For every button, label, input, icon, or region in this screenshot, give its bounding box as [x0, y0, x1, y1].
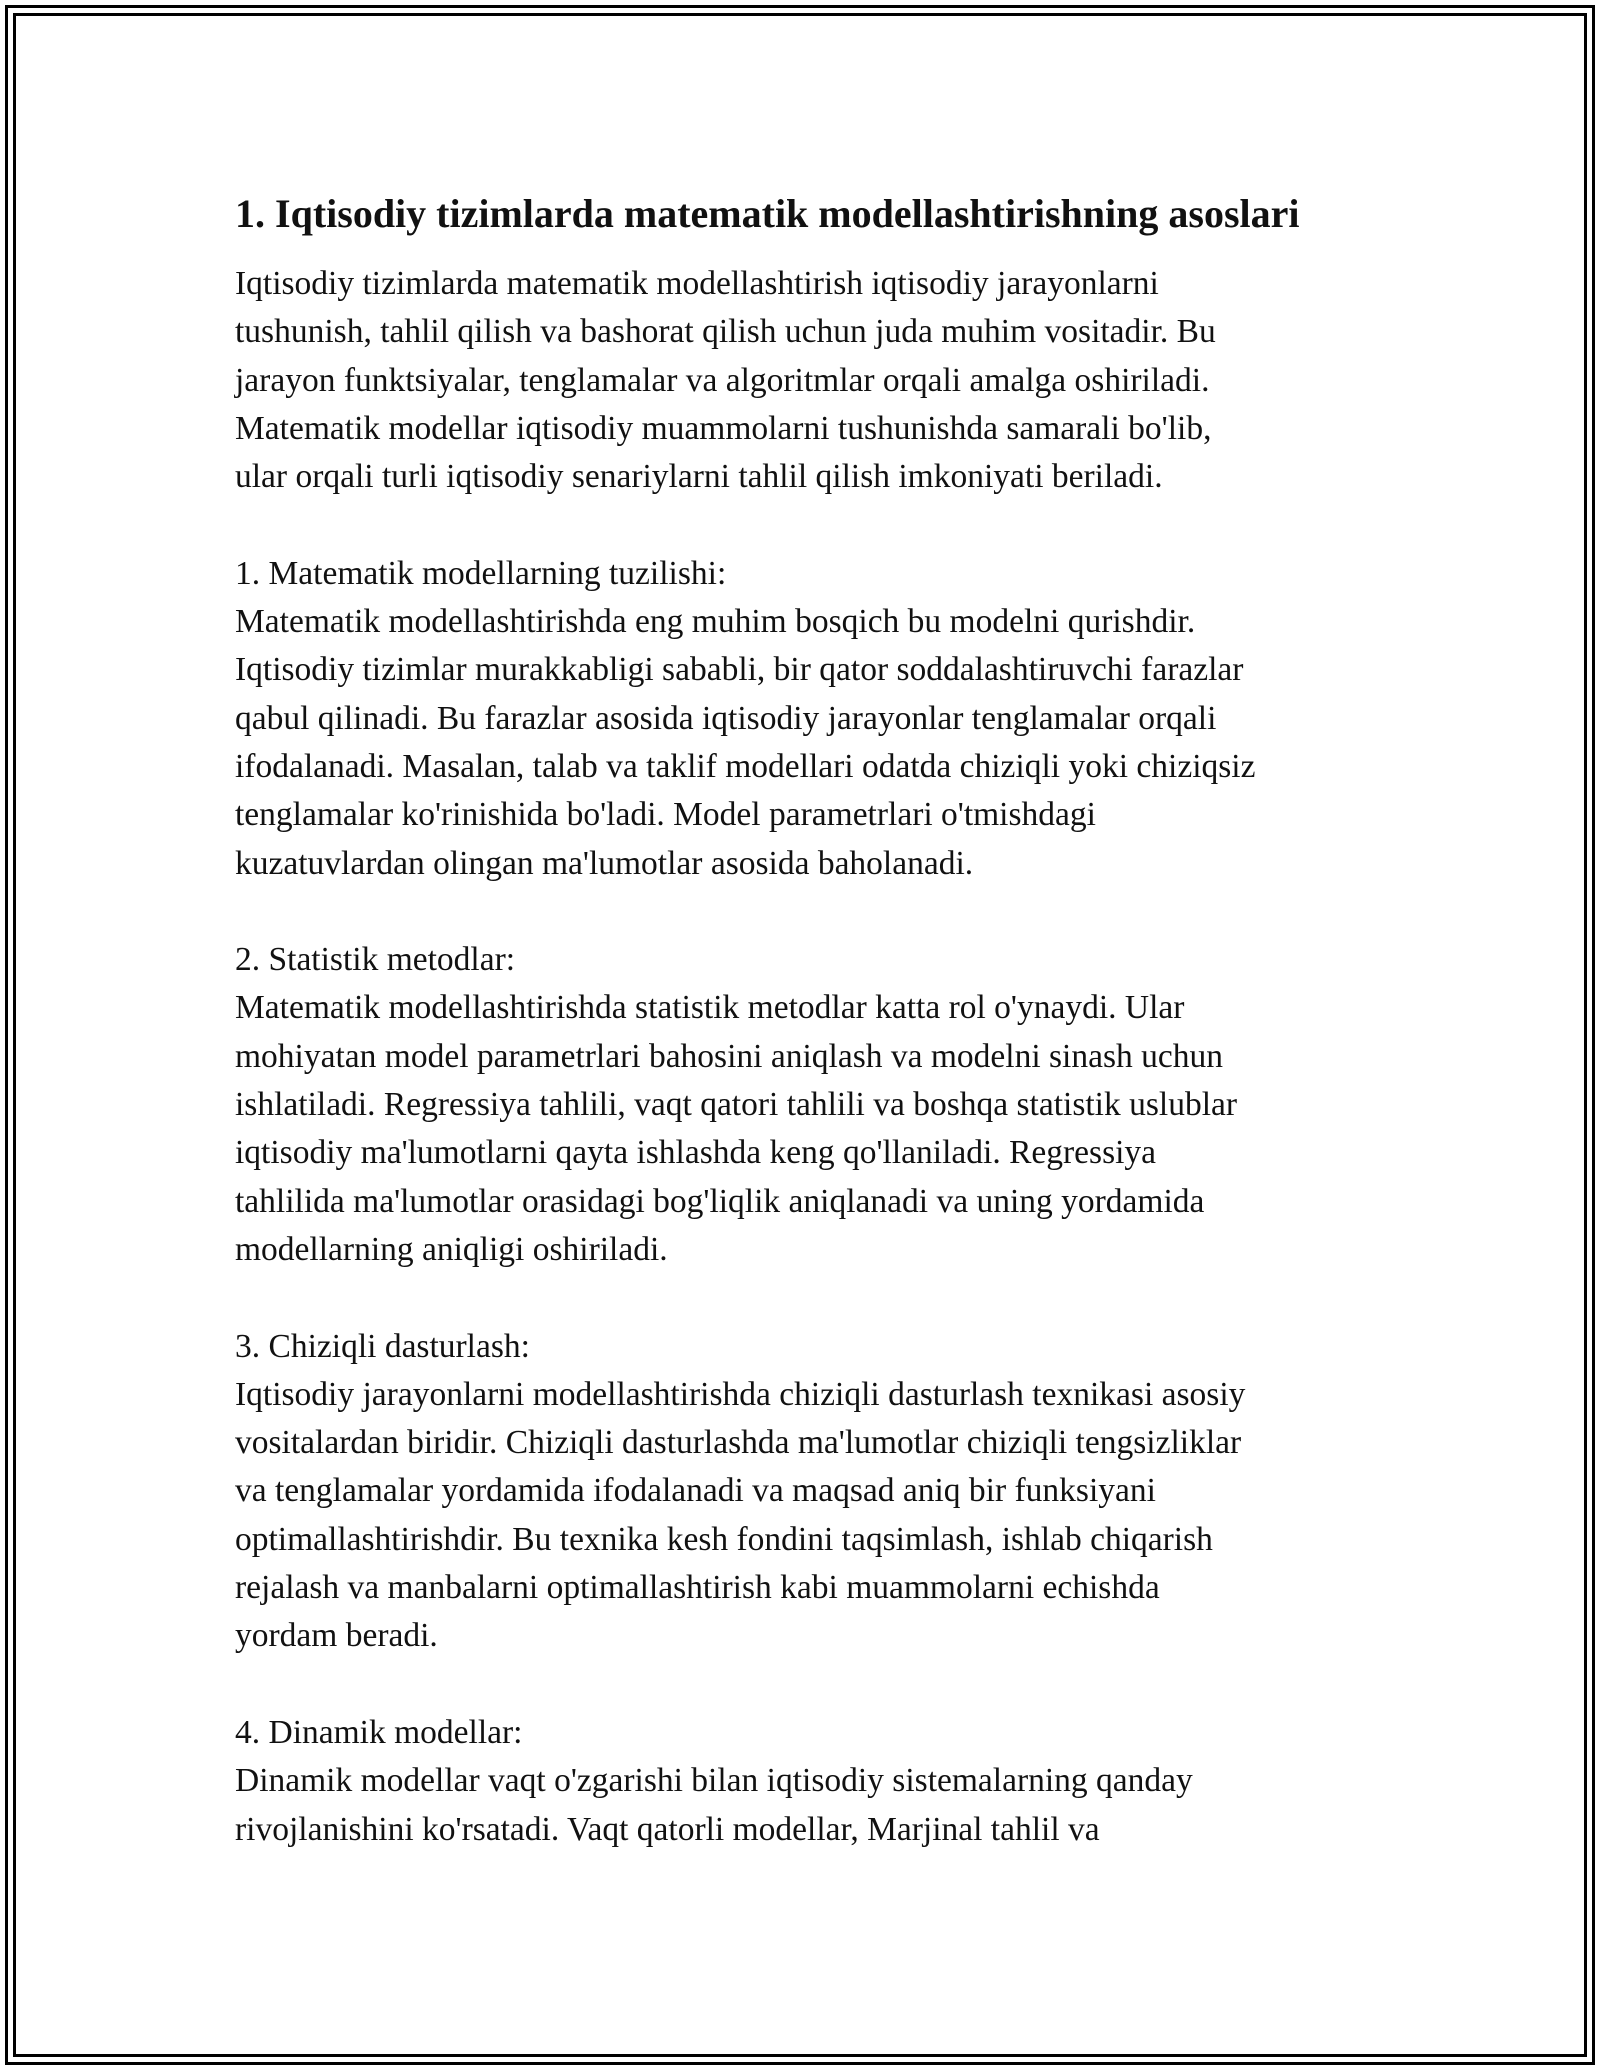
paragraph-line: ishlatiladi. Regressiya tahlili, vaqt qatori tahlili va boshqa statistik uslublar	[235, 1086, 1238, 1124]
section-paragraph	[235, 984, 1365, 1274]
paragraph-line: rivojlanishini ko'rsatadi. Vaqt qatorli modellar, Marjinal tahlil va	[235, 1810, 1100, 1848]
section-paragraph	[235, 598, 1365, 888]
section-dynamic-models	[235, 1709, 1365, 1854]
paragraph-line: kuzatuvlardan olingan ma'lumotlar asosida baholanadi.	[235, 844, 974, 882]
section-model-structure	[235, 550, 1365, 888]
paragraph-line: va tenglamalar yordamida ifodalanadi va maqsad aniq bir funksiyani	[235, 1472, 1156, 1510]
paragraph-line: jarayon funktsiyalar, tenglamalar va algoritmlar orqali amalga oshiriladi.	[235, 361, 1210, 399]
paragraph-line: vositalardan biridir. Chiziqli dasturlashda ma'lumotlar chiziqli tengsizliklar	[235, 1424, 1242, 1462]
section-heading: 4. Dinamik modellar:	[235, 1713, 523, 1751]
section-paragraph	[235, 1757, 1365, 1854]
paragraph-line: modellarning aniqligi oshiriladi.	[235, 1230, 668, 1268]
section-heading: 3. Chiziqli dasturlash:	[235, 1327, 530, 1365]
paragraph-line: Dinamik modellar vaqt o'zgarishi bilan iqtisodiy sistemalarning qanday	[235, 1762, 1193, 1800]
paragraph-line: ifodalanadi. Masalan, talab va taklif modellari odatda chiziqli yoki chiziqsiz	[235, 747, 1256, 785]
paragraph-line: Matematik modellashtirishda statistik metodlar katta rol o'ynaydi. Ular	[235, 989, 1185, 1027]
paragraph-line: Iqtisodiy tizimlar murakkabligi sababli, bir qator soddalashtiruvchi farazlar	[235, 651, 1244, 689]
paragraph-line: Matematik modellar iqtisodiy muammolarni tushunishda samarali bo'lib,	[235, 409, 1212, 447]
section-heading: 2. Statistik metodlar:	[235, 941, 516, 979]
paragraph-line: qabul qilinadi. Bu farazlar asosida iqtisodiy jarayonlar tenglamalar orqali	[235, 699, 1217, 737]
intro-paragraph	[235, 260, 1365, 501]
document-body	[235, 185, 1365, 1854]
paragraph-line: tenglamalar ko'rinishida bo'ladi. Model parametrlari o'tmishdagi	[235, 796, 1096, 834]
paragraph-line: iqtisodiy ma'lumotlarni qayta ishlashda keng qo'llaniladi. Regressiya	[235, 1134, 1157, 1172]
section-linear-programming	[235, 1323, 1365, 1661]
paragraph-line: yordam beradi.	[235, 1617, 438, 1655]
paragraph-line: rejalash va manbalarni optimallashtirish kabi muammolarni echishda	[235, 1569, 1160, 1607]
section-statistical-methods	[235, 936, 1365, 1274]
paragraph-line: Iqtisodiy jarayonlarni modellashtirishda chiziqli dasturlash texnikasi asosiy	[235, 1375, 1246, 1413]
paragraph-line: Matematik modellashtirishda eng muhim bosqich bu modelni qurishdir.	[235, 603, 1196, 641]
paragraph-line: mohiyatan model parametrlari bahosini aniqlash va modelni sinash uchun	[235, 1037, 1224, 1075]
paragraph-line: optimallashtirishdir. Bu texnika kesh fondini taqsimlash, ishlab chiqarish	[235, 1520, 1213, 1558]
document-title: 1. Iqtisodiy tizimlarda matematik modellashtirishning asoslari	[235, 191, 1300, 236]
section-heading: 1. Matematik modellarning tuzilishi:	[235, 554, 727, 592]
paragraph-line: tahlilida ma'lumotlar orasidagi bog'liqlik aniqlanadi va uning yordamida	[235, 1182, 1205, 1220]
paragraph-line: Iqtisodiy tizimlarda matematik modellashtirish iqtisodiy jarayonlarni	[235, 265, 1159, 302]
paragraph-line: tushunish, tahlil qilish va bashorat qilish uchun juda muhim vositadir. Bu	[235, 313, 1216, 351]
section-paragraph	[235, 1371, 1365, 1661]
paragraph-line: ular orqali turli iqtisodiy senariylarni tahlil qilish imkoniyati beriladi.	[235, 458, 1163, 496]
